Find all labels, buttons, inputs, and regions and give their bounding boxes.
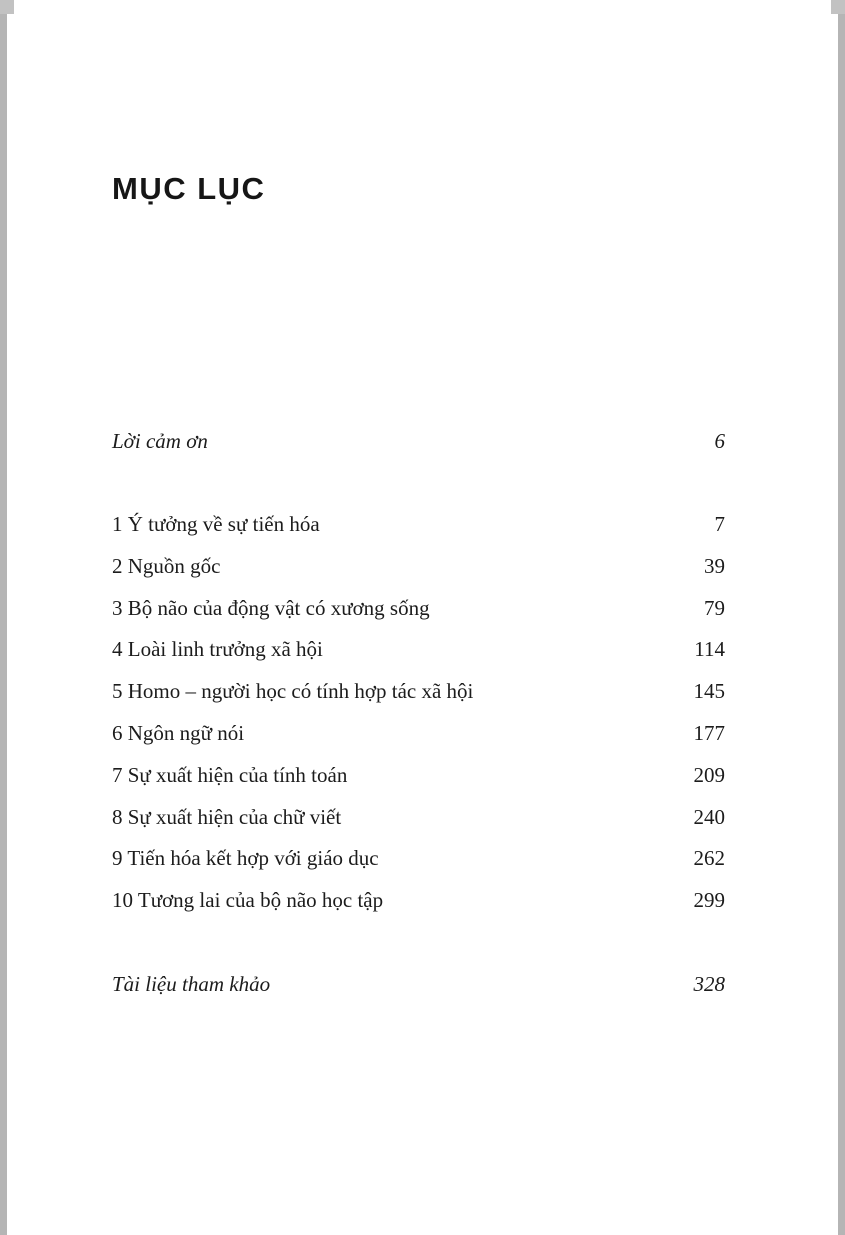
toc-entry-label: 6 Ngôn ngữ nói	[112, 720, 245, 745]
toc-entry-label: 3 Bộ não của động vật có xương sống	[112, 595, 430, 620]
page-edge-right	[838, 0, 845, 1235]
toc-entry-chapter-3	[112, 588, 725, 630]
toc-entry-page-number: 262	[693, 846, 725, 871]
toc-entry-page-number: 39	[704, 553, 725, 578]
toc-entry-label: 5 Homo – người học có tính hợp tác xã hội	[112, 679, 474, 704]
toc-entry-chapter-5	[112, 671, 725, 713]
toc-entry-page-number: 209	[693, 762, 725, 787]
toc-entry-label: 1 Ý tưởng về sự tiến hóa	[112, 512, 320, 536]
toc-entry-chapter-7	[112, 755, 725, 797]
toc-entry-page-number: 177	[693, 720, 725, 745]
toc-entry-label: Tài liệu tham khảo	[112, 972, 271, 996]
toc-entry-page-number: 114	[694, 637, 725, 662]
scan-corner-right	[831, 0, 845, 14]
page-title: MỤC LỤC	[112, 170, 266, 206]
toc-entry-label: Lời cảm ơn	[112, 429, 208, 453]
toc-entry-chapter-2	[112, 546, 725, 588]
toc-entry-references	[112, 964, 725, 1006]
toc-entry-label: 10 Tương lai của bộ não học tập	[112, 888, 384, 913]
toc-entry-label: 4 Loài linh trưởng xã hội	[112, 637, 323, 662]
toc-entry-page-number: 299	[693, 888, 725, 913]
toc-entry-chapter-1	[112, 504, 725, 546]
toc-entry-label: 9 Tiến hóa kết hợp với giáo dục	[112, 846, 379, 871]
toc-entry-chapter-10	[112, 880, 725, 922]
toc-entry-label: 7 Sự xuất hiện của tính toán	[112, 762, 348, 787]
toc-entry-page-number: 240	[693, 804, 725, 829]
toc-entry-chapter-4	[112, 629, 725, 671]
toc-entry-label: 2 Nguồn gốc	[112, 553, 221, 578]
toc-back-matter	[112, 964, 725, 1006]
toc-entry-page-number: 6	[714, 429, 725, 453]
toc-entry-page-number: 79	[704, 595, 725, 620]
toc-entry-chapter-6	[112, 713, 725, 755]
toc-entry-chapter-9	[112, 838, 725, 880]
toc-chapter-list	[112, 504, 725, 922]
toc-entry-page-number: 7	[714, 512, 725, 536]
toc-entry-acknowledgments	[112, 421, 725, 463]
scan-corner-left	[0, 0, 14, 14]
toc-entry-page-number: 328	[693, 972, 725, 996]
toc-entry-label: 8 Sự xuất hiện của chữ viết	[112, 804, 342, 829]
toc-front-matter	[112, 421, 725, 463]
page-edge-left	[0, 0, 7, 1235]
toc-entry-chapter-8	[112, 797, 725, 839]
toc-entry-page-number: 145	[693, 679, 725, 704]
